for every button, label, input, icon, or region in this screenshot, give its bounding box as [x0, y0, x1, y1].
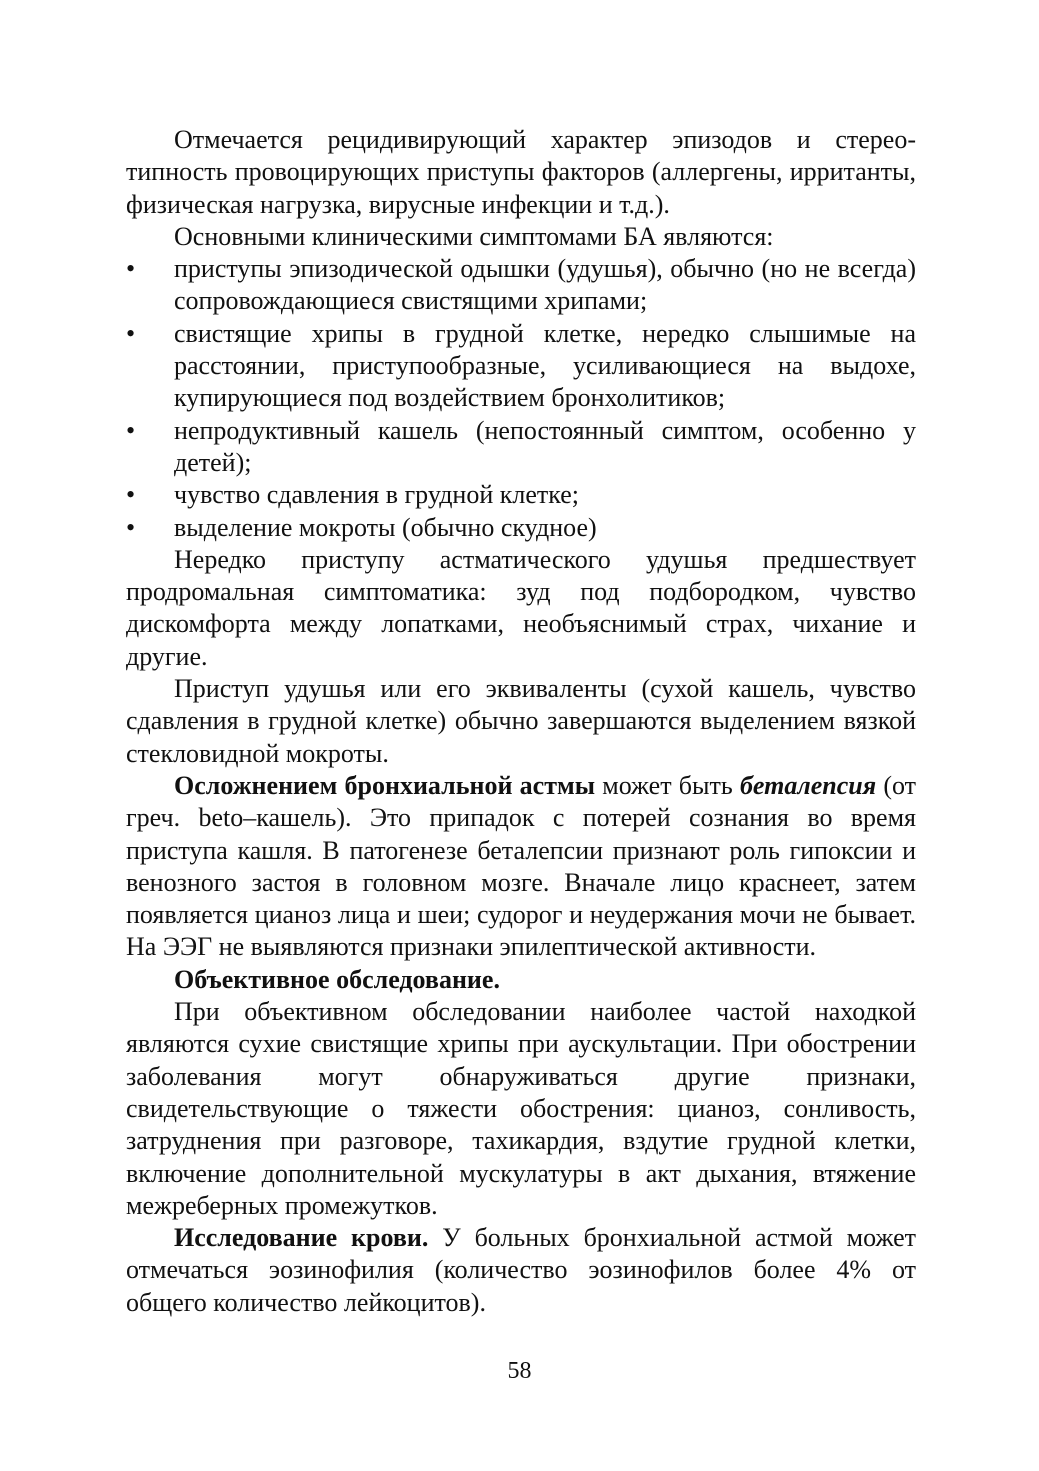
list-item-text: приступы эпизодической одышки (удушья), обычно (но не всегда) сопровождающиеся свистящими хрипами; — [174, 254, 916, 316]
symptoms-list — [126, 253, 916, 544]
paragraph-objective-exam: При объективном обследовании наиболее частой находкой являются сухие свистящие хрипы при аускультации. При обострении заболевания могут обнаруживаться другие признаки, свидетельствующие о тяжести обострения: цианоз, сонливость, затруднения при разговоре, тахикардия, вздутие грудной клетки, включение дополнительной мускулатуры в акт дыхания, втяжение межреберных промежутков. — [126, 997, 916, 1220]
bullet-icon: • — [126, 318, 136, 348]
page-text — [126, 124, 916, 1319]
bullet-icon: • — [126, 415, 136, 445]
list-item-text: непродуктивный кашель (непостоянный симптом, особенно у детей); — [174, 415, 916, 477]
paragraph-blood-test — [126, 1222, 916, 1319]
bullet-icon: • — [126, 254, 136, 284]
list-item — [126, 318, 916, 415]
complication-mid-text: может быть — [595, 770, 740, 800]
section-heading-objective: Объективное обследование. — [174, 964, 500, 994]
complication-term: Осложнением бронхиальной астмы — [174, 770, 596, 800]
list-item — [126, 415, 916, 480]
paragraph-main-symptoms-intro: Основными клиническими симптомами БА являются: — [174, 221, 774, 251]
paragraph-recurrence: Отмечается рецидивирующий характер эпизодов и стереотипность провоцирующих приступы факторов (аллергены, ирританты, физическая нагрузка, вирусные инфекции и т.д.). — [126, 125, 916, 219]
blood-test-term: Исследование крови. — [174, 1223, 429, 1253]
paragraph-attack-resolution: Приступ удушья или его эквиваленты (сухой кашель, чувство сдавления в грудной клетке) обычно завершаются выделением вязкой стекловидной мокроты. — [126, 674, 916, 768]
complication-text: (от греч. beto–кашель). Это припадок с потерей сознания во время приступа кашля. В патогенезе беталепсии признают роль гипоксии и венозного застоя в головном мозге. Вначале лицо краснеет, затем появляется цианоз лица и шеи; судорог и неудержания мочи не бывает. На ЭЭГ не выявляются признаки эпилептической активности. — [126, 770, 916, 962]
paragraph-prodromal: Нередко приступу астматического удушья предшествует продромальная симптоматика: зуд под подбородком, чувство дискомфорта между лопатками, необъяснимый страх, чихание и другие. — [126, 544, 916, 671]
bullet-icon: • — [126, 512, 136, 542]
bullet-icon: • — [126, 480, 136, 510]
list-item-text: свистящие хрипы в грудной клетке, нередко слышимые на расстоянии, приступообразные, усиливающиеся на выдохе, купирующиеся под воздействием бронхолитиков; — [174, 318, 916, 413]
list-item-text: чувство сдавления в грудной клетке; — [174, 480, 580, 510]
list-item — [126, 253, 916, 318]
blood-test-text: У больных бронхиальной астмой может отмечаться эозинофилия (количество эозинофилов более 4% от общего количество лейкоцитов). — [126, 1223, 916, 1317]
betalepsy-term: беталепсия — [739, 770, 877, 800]
list-item-text: выделение мокроты (обычно скудное) — [174, 512, 597, 542]
page-number: 58 — [507, 1358, 532, 1384]
paragraph-complication — [126, 770, 916, 964]
list-item — [126, 479, 916, 511]
list-item — [126, 512, 916, 544]
